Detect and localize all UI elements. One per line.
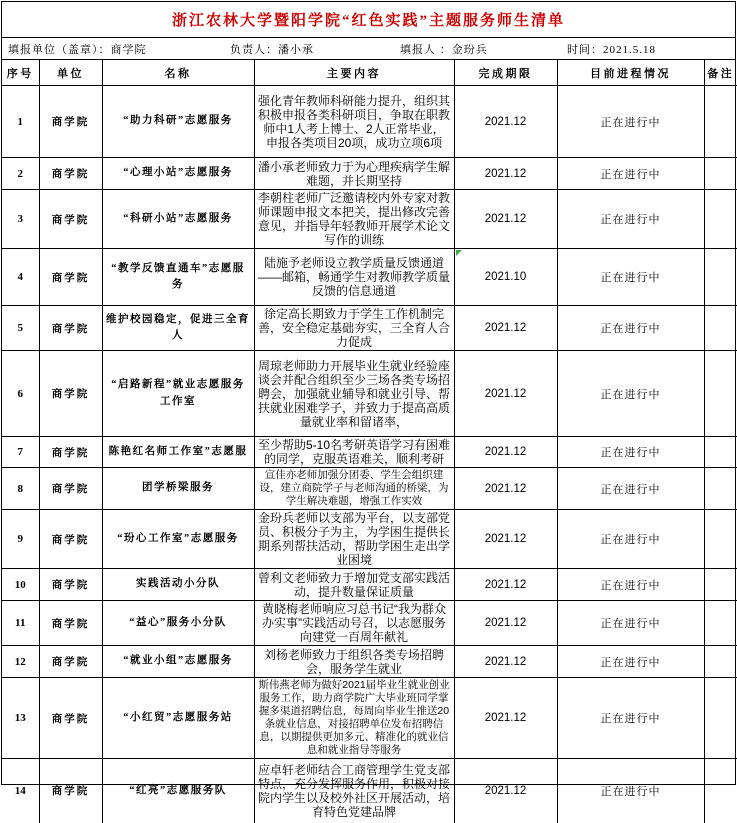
remark-cell <box>704 351 737 437</box>
progress-status-cell: 正在进行中 <box>557 437 704 468</box>
project-name-cell: 陈艳红名师工作室”志愿服 <box>102 437 254 468</box>
deadline-value: 2021.12 <box>484 578 527 591</box>
deadline-cell <box>454 468 557 510</box>
remark-cell <box>704 510 737 569</box>
unit-cell: 商学院 <box>39 468 102 510</box>
remark-cell <box>704 249 737 306</box>
project-name-cell: “小红贸”志愿服务站 <box>102 678 254 759</box>
table-row <box>2 646 737 678</box>
unit-cell: 商学院 <box>39 437 102 468</box>
deadline-cell <box>454 306 557 351</box>
unit-cell: 商学院 <box>39 306 102 351</box>
deadline-value: 2021.10 <box>484 271 527 283</box>
project-name-cell: “就业小组”志愿服务 <box>102 646 254 678</box>
table-row <box>2 510 737 569</box>
deadline-cell <box>454 646 557 678</box>
row-number-cell: 10 <box>2 569 39 601</box>
info-filler: 填报人 ：金玢兵 <box>400 43 488 56</box>
row-number-cell: 12 <box>2 646 39 678</box>
table-header <box>2 60 737 86</box>
progress-status-cell: 正在进行中 <box>557 678 704 759</box>
col-header-deadline: 完成期限 <box>454 60 557 86</box>
remark-cell <box>704 678 737 759</box>
project-name-cell: “红亮”志愿服务队 <box>102 759 254 823</box>
service-list-table <box>2 60 737 823</box>
remark-cell <box>704 468 737 510</box>
project-name-cell: “启路新程”就业志愿服务工作室 <box>102 351 254 437</box>
table-row <box>2 601 737 646</box>
unit-cell: 商学院 <box>39 190 102 249</box>
project-name-cell: 团学桥梁服务 <box>102 468 254 510</box>
main-content-cell: 宣佳亦老师加强分团委、学生会组织建设，建立商院学子与老师沟通的桥梁，为学生解决难题，增强工作实效 <box>254 468 454 510</box>
deadline-cell <box>454 86 557 158</box>
spreadsheet-document <box>1 1 736 819</box>
deadline-value: 2021.12 <box>484 617 527 629</box>
deadline-value: 2021.12 <box>484 167 527 180</box>
row-number-cell: 8 <box>2 468 39 510</box>
green-corner-marker-icon <box>456 250 462 256</box>
deadline-cell <box>454 158 557 190</box>
row-number-cell: 5 <box>2 306 39 351</box>
main-content-cell: 周琼老师助力开展毕业生就业经验座谈会并配合组织至少三场各类专场招聘会，加强就业辅导和就业引导、帮扶就业困难学子，并致力于提高高质量就业率和留诸率， <box>254 351 454 437</box>
deadline-value: 2021.12 <box>484 115 527 128</box>
col-header-progress: 目前进程情况 <box>557 60 704 86</box>
remark-cell <box>704 306 737 351</box>
project-name-cell: “教学反馈直通车”志愿服务 <box>102 249 254 306</box>
page-title: 浙江农林大学暨阳学院“红色实践”主题服务师生清单 <box>2 2 735 38</box>
info-time: 时间：2021.5.18 <box>567 43 656 56</box>
main-content-cell: 李朝柱老师广泛邀请校内外专家对教师课题申报文本把关，提出修改完善意见，并指导年轻教师开展学术论文写作的训练 <box>254 190 454 249</box>
remark-cell <box>704 190 737 249</box>
table-row <box>2 158 737 190</box>
row-number-cell: 1 <box>2 86 39 158</box>
col-header-number: 序号 <box>2 60 39 86</box>
col-header-name: 名称 <box>102 60 254 86</box>
unit-cell: 商学院 <box>39 510 102 569</box>
progress-status-cell: 正在进行中 <box>557 468 704 510</box>
remark-cell <box>704 601 737 646</box>
table-row <box>2 86 737 158</box>
unit-cell: 商学院 <box>39 759 102 823</box>
deadline-cell <box>454 351 557 437</box>
row-number-cell: 6 <box>2 351 39 437</box>
unit-cell: 商学院 <box>39 601 102 646</box>
main-content-cell: 黄晓梅老师响应习总书记“我为群众办实事”实践活动号召，以志愿服务向建党一百周年献礼 <box>254 601 454 646</box>
col-header-content: 主要内容 <box>254 60 454 86</box>
main-content-cell: 斯伟燕老师为做好2021届毕业生就业创业服务工作，助力商学院广大毕业班同学掌握多渠道招聘信息，每周向毕业生推送20条就业信息，对接招聘单位发布招聘信息，以期提供更加多元、精准化的就业信息和就业指导等服务 <box>254 678 454 759</box>
remark-cell <box>704 86 737 158</box>
progress-status-cell: 正在进行中 <box>557 190 704 249</box>
remark-cell <box>704 158 737 190</box>
progress-status-cell: 正在进行中 <box>557 569 704 601</box>
project-name-cell: “助力科研”志愿服务 <box>102 86 254 158</box>
deadline-value: 2021.12 <box>484 213 527 225</box>
row-number-cell: 7 <box>2 437 39 468</box>
project-name-cell: “玢心工作室”志愿服务 <box>102 510 254 569</box>
progress-status-cell: 正在进行中 <box>557 86 704 158</box>
progress-status-cell: 正在进行中 <box>557 646 704 678</box>
unit-cell: 商学院 <box>39 158 102 190</box>
deadline-cell <box>454 437 557 468</box>
col-header-remark: 备注 <box>704 60 737 86</box>
main-content-cell: 徐定高长期致力于学生工作机制完善，安全稳定基础夯实，三全育人合力促成 <box>254 306 454 351</box>
deadline-cell <box>454 601 557 646</box>
deadline-value: 2021.12 <box>484 322 527 334</box>
row-number-cell: 11 <box>2 601 39 646</box>
row-number-cell: 3 <box>2 190 39 249</box>
table-row <box>2 468 737 510</box>
main-content-cell: 潘小承老师致力于为心理疾病学生解难题，并长期坚持 <box>254 158 454 190</box>
progress-status-cell: 正在进行中 <box>557 249 704 306</box>
project-name-cell: “科研小站”志愿服务 <box>102 190 254 249</box>
unit-cell: 商学院 <box>39 646 102 678</box>
progress-status-cell: 正在进行中 <box>557 351 704 437</box>
unit-cell: 商学院 <box>39 678 102 759</box>
deadline-value: 2021.12 <box>484 482 527 495</box>
deadline-cell <box>454 759 557 823</box>
progress-status-cell: 正在进行中 <box>557 601 704 646</box>
main-content-cell: 至少帮助5-10名考研英语学习有困难的同学，克服英语难关，顺利考研 <box>254 437 454 468</box>
deadline-value: 2021.12 <box>484 387 527 400</box>
progress-status-cell: 正在进行中 <box>557 158 704 190</box>
unit-cell: 商学院 <box>39 569 102 601</box>
table-row <box>2 190 737 249</box>
table-row <box>2 306 737 351</box>
table-row <box>2 351 737 437</box>
unit-cell: 商学院 <box>39 351 102 437</box>
row-number-cell: 9 <box>2 510 39 569</box>
main-content-cell: 刘杨老师致力于组织各类专场招聘会，服务学生就业 <box>254 646 454 678</box>
info-reporting-unit: 填报单位（盖章）：商学院 <box>8 43 147 56</box>
deadline-value: 2021.12 <box>484 784 527 797</box>
row-number-cell: 4 <box>2 249 39 306</box>
deadline-cell <box>454 249 557 306</box>
deadline-cell <box>454 569 557 601</box>
remark-cell <box>704 646 737 678</box>
table-row <box>2 249 737 306</box>
main-content-cell: 应卓轩老师结合工商管理学生党支部特点，充分发挥服务作用，积极对接院内学生以及校外社区开展活动，培育特色党建品牌 <box>254 759 454 823</box>
deadline-cell <box>454 678 557 759</box>
col-header-unit: 单位 <box>39 60 102 86</box>
unit-cell: 商学院 <box>39 249 102 306</box>
main-content-cell: 曾利文老师致力于增加党支部实践活动，提升数量保证质量 <box>254 569 454 601</box>
deadline-value: 2021.12 <box>484 655 527 668</box>
project-name-cell: 实践活动小分队 <box>102 569 254 601</box>
remark-cell <box>704 759 737 823</box>
main-content-cell: 陆施予老师设立教学质量反馈通道——邮箱，畅通学生对教师教学质量反馈的信息通道 <box>254 249 454 306</box>
info-leader: 负责人：潘小承 <box>230 43 314 56</box>
unit-cell: 商学院 <box>39 86 102 158</box>
row-number-cell: 14 <box>2 759 39 823</box>
progress-status-cell: 正在进行中 <box>557 759 704 823</box>
progress-status-cell: 正在进行中 <box>557 510 704 569</box>
header-row <box>2 60 737 86</box>
table-body <box>2 86 737 823</box>
table-row <box>2 678 737 759</box>
main-content-cell: 强化青年教师科研能力提升，组织其积极申报各类科研项目，争取在职教师中1人考上博士、2人正常毕业，申报各类项目20项，成功立项6项 <box>254 86 454 158</box>
deadline-value: 2021.12 <box>484 712 527 724</box>
deadline-value: 2021.12 <box>484 533 527 545</box>
project-name-cell: 维护校园稳定，促进三全育人 <box>102 306 254 351</box>
remark-cell <box>704 437 737 468</box>
row-number-cell: 2 <box>2 158 39 190</box>
row-number-cell: 13 <box>2 678 39 759</box>
project-name-cell: “心理小站”志愿服务 <box>102 158 254 190</box>
table-row <box>2 759 737 823</box>
deadline-cell <box>454 510 557 569</box>
table-row <box>2 569 737 601</box>
project-name-cell: “益心”服务小分队 <box>102 601 254 646</box>
remark-cell <box>704 569 737 601</box>
deadline-value: 2021.12 <box>484 446 527 458</box>
table-row <box>2 437 737 468</box>
info-row <box>2 38 735 60</box>
progress-status-cell: 正在进行中 <box>557 306 704 351</box>
deadline-cell <box>454 190 557 249</box>
main-content-cell: 金玢兵老师以支部为平台，以支部党员、积极分子为主，为学困生提供长期系列帮扶活动，帮助学困生走出学业困境 <box>254 510 454 569</box>
